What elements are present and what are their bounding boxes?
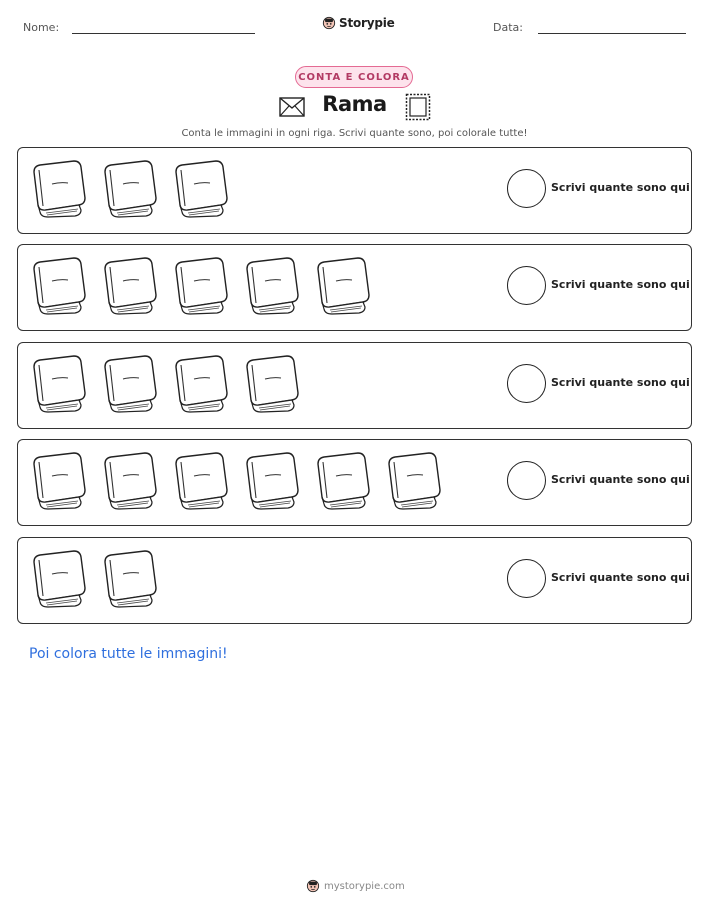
answer-circle[interactable] [507,266,546,305]
site-footer [306,879,405,893]
book-icon [243,255,303,315]
counting-row-4 [17,439,692,526]
book-icon [243,353,303,413]
book-icon [30,548,90,608]
answer-circle[interactable] [507,559,546,598]
answer-circle[interactable] [507,461,546,500]
book-group [30,548,161,608]
page-title: Rama [322,92,387,116]
brand-name: Storypie [339,16,395,30]
counting-row-3 [17,342,692,429]
storypie-mascot-icon [306,879,320,893]
date-label: Data: [493,21,523,34]
name-line[interactable] [72,33,255,34]
book-icon [314,450,374,510]
book-icon [101,353,161,413]
counting-row-2 [17,244,692,331]
coloring-note: Poi colora tutte le immagini! [29,646,228,662]
answer-prompt: Scrivi quante sono qui [551,571,690,584]
date-line[interactable] [538,33,686,34]
book-icon [314,255,374,315]
instructions-text: Conta le immagini in ogni riga. Scrivi quante sono, poi colorale tutte! [181,128,528,139]
answer-prompt: Scrivi quante sono qui [551,376,690,389]
book-icon [172,255,232,315]
book-icon [101,548,161,608]
book-icon [30,450,90,510]
book-icon [172,353,232,413]
answer-prompt: Scrivi quante sono qui [551,278,690,291]
counting-row-1 [17,147,692,234]
book-icon [385,450,445,510]
book-group [30,450,445,510]
postage-stamp-icon [405,93,431,121]
name-label: Nome: [23,21,60,34]
activity-badge: CONTA E COLORA [295,66,413,88]
answer-prompt: Scrivi quante sono qui [551,181,690,194]
storypie-mascot-icon [322,16,336,30]
answer-circle[interactable] [507,169,546,208]
answer-circle[interactable] [507,364,546,403]
book-icon [172,158,232,218]
brand-logo [322,14,395,32]
book-icon [30,255,90,315]
book-icon [101,158,161,218]
counting-row-5 [17,537,692,624]
book-icon [172,450,232,510]
book-icon [101,255,161,315]
book-group [30,353,303,413]
worksheet-header [0,14,709,44]
site-url[interactable]: mystorypie.com [324,880,405,892]
book-icon [243,450,303,510]
book-group [30,255,374,315]
answer-prompt: Scrivi quante sono qui [551,473,690,486]
book-group [30,158,232,218]
title-row [0,92,709,122]
book-icon [30,158,90,218]
book-icon [101,450,161,510]
book-icon [30,353,90,413]
